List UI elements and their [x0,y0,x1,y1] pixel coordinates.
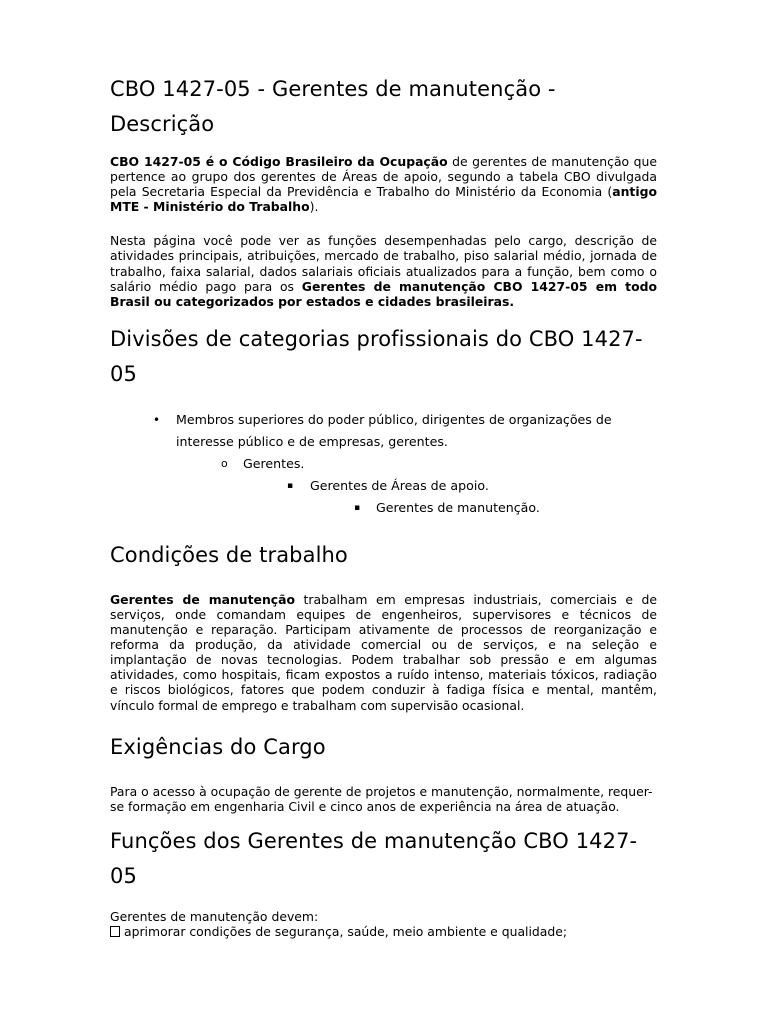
functions-heading: Funções dos Gerentes de manutenção CBO 1427-05 [110,828,638,888]
functions-paragraph [110,909,657,939]
requirements-heading: Exigências do Cargo [110,734,326,759]
missing-glyph-icon [110,926,120,937]
requirements-paragraph: Para o acesso à ocupação de gerente de projetos e manutenção, normalmente, requer-se formação em engenharia Civil e cinco anos de experiência na área de atuação. [110,783,653,814]
list-item: Gerentes de Áreas de apoio. [310,477,489,493]
list-bullet: • [153,412,161,427]
conditions-text: trabalham em empresas industriais, comerciais e de serviços, onde comandam equipes de engenheiros, supervisores e técnicos de manutenção e reparação. Participam ativamente de processos de reorganização e reforma da produção, da atividade comercial ou de serviços, e na seleção e implantação de novas tecnologias. Podem trabalhar sob pressão e em algumas atividades, como hospitais, ficam expostos a ruído intenso, materiais tóxicos, radiação e riscos biológicos, fatores que podem conduzir à fadiga física e mental, mantêm, vínculo formal de emprego e trabalham com supervisão ocasional. [110,591,657,713]
intro2-text: Nesta página você pode ver as funções desempenhadas pelo cargo, descrição de atividades principais, atribuições, mercado de trabalho, piso salarial médio, jornada de trabalho, faixa salarial, dados salariais oficiais atualizados para a função, bem como o salário médio pago para os [110,233,657,294]
functions-line-1: Gerentes de manutenção devem: [110,908,319,924]
intro-cbo-bold: CBO 1427-05 é o Código Brasileiro da Ocupação [110,154,448,169]
page-title: CBO 1427-05 - Gerentes de manutenção - Descrição [110,77,556,136]
divisions-heading: Divisões de categorias profissionais do CBO 1427-05 [110,326,643,386]
conditions-paragraph [110,592,657,713]
list-bullet: ▪ [354,502,361,513]
intro-mte-bold: antigo MTE - Ministério do Trabalho [110,184,657,215]
conditions-heading: Condições de trabalho [110,542,348,567]
list-item: Gerentes de manutenção. [376,499,540,515]
list-item: Membros superiores do poder público, dirigentes de organizações de interesse público e de empresas, gerentes. [176,411,612,449]
intro-paragraph-1 [110,154,657,214]
list-bullet: ▪ [287,480,294,491]
conditions-bold: Gerentes de manutenção [110,591,295,607]
intro-end: ). [309,199,319,215]
intro2-bold: Gerentes de manutenção CBO 1427-05 em todo Brasil ou categorizados por estados e cidades brasileiras. [110,278,657,309]
intro-text: de gerentes de manutenção que pertence ao grupo dos gerentes de Áreas de apoio, segundo a tabela CBO divulgada pela Secretaria Especial da Previdência e Trabalho do Ministério da Economia ( [110,154,657,200]
list-item: Gerentes. [243,455,305,471]
intro-paragraph-2 [110,233,657,308]
document-page [110,72,657,939]
divisions-list [110,409,657,521]
list-bullet: o [221,456,228,470]
functions-line-2: aprimorar condições de segurança, saúde, meio ambiente e qualidade; [124,923,568,939]
